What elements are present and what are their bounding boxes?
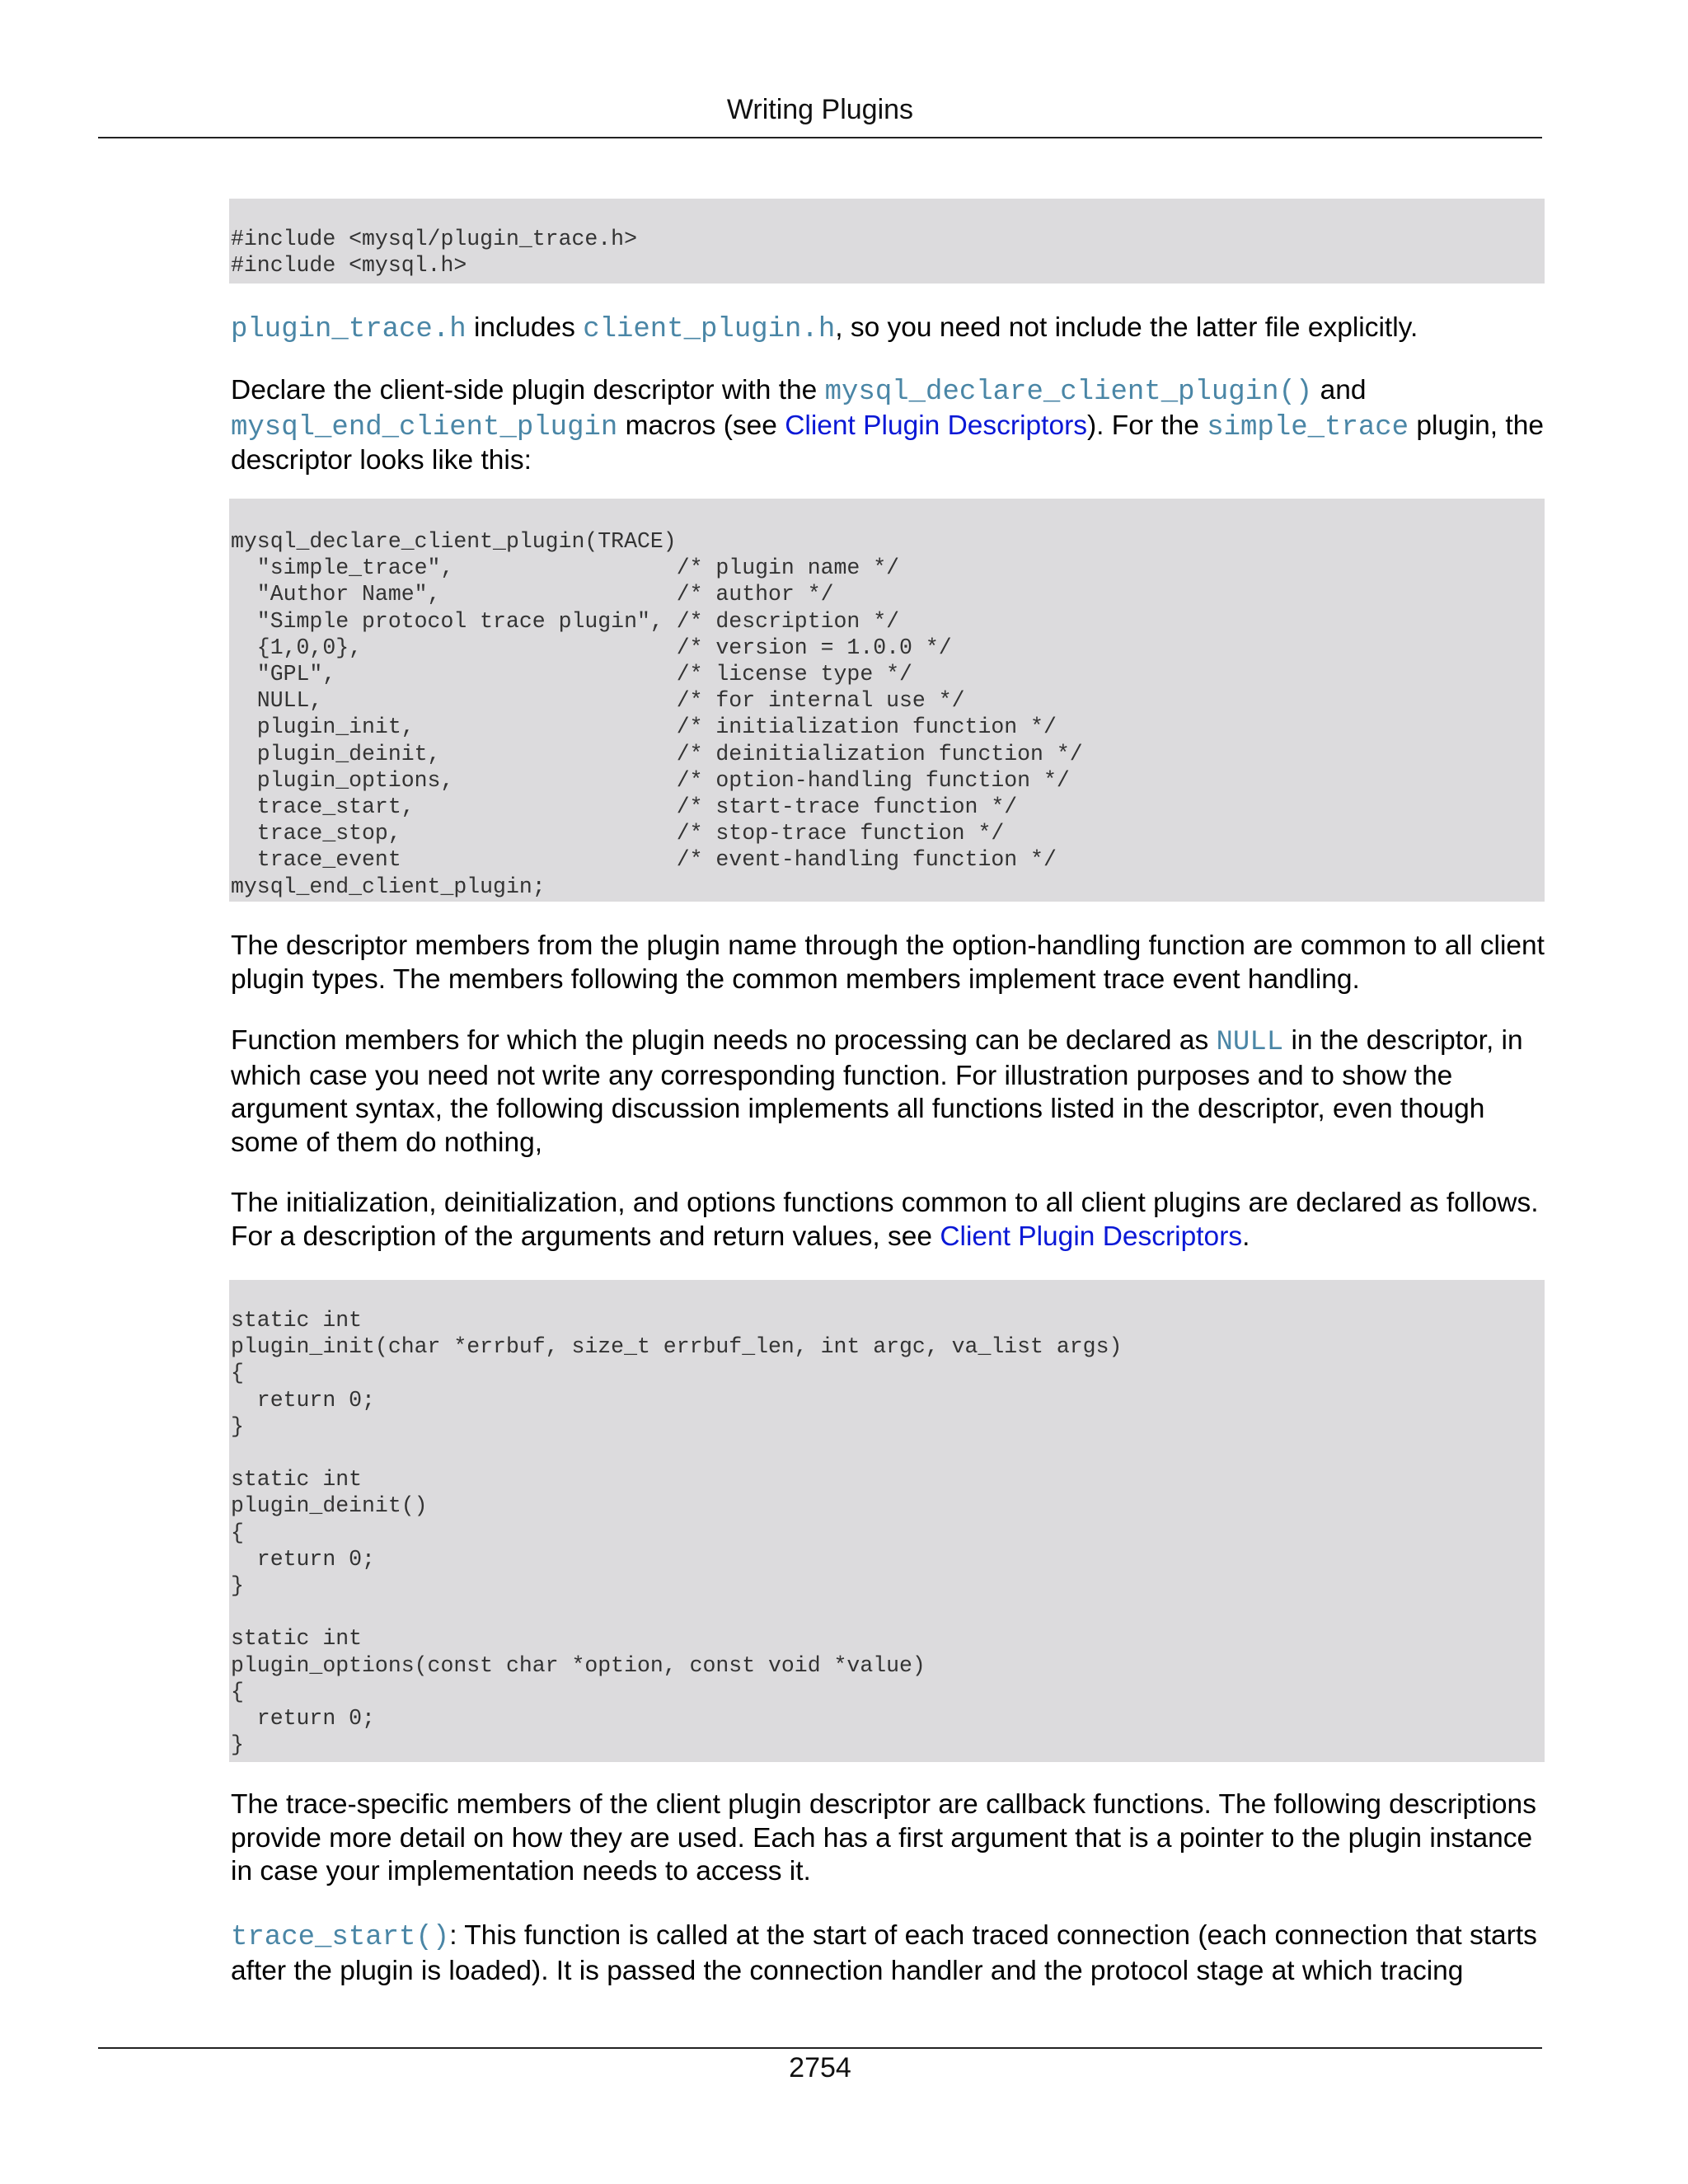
inline-code: plugin_trace.h — [231, 314, 467, 345]
code-block-descriptor: mysql_declare_client_plugin(TRACE) "simple_trace", /* plugin name */ "Author Name", /* author */ "Simple protocol trace plugin", /* description */ {1,0,0}, /* version = 1.0.0 */ "GPL", /* license type */ NULL, /* for internal use */ plugin_init, /* initialization function */ plugin_deinit, /* deinitialization function */ plugin_options, /* option-handling function */ trace_start, /* start-trace function */ trace_stop, /* stop-trace function */ trace_event /* event-handling function */ mysql_end_client_plugin; — [229, 499, 1545, 902]
inline-code: NULL — [1216, 1027, 1284, 1058]
paragraph-descriptor-members: The descriptor members from the plugin name through the option-handling function are common to all client plugin types. The members following the common members implement trace event handling. — [231, 930, 1545, 995]
inline-code: trace_start() — [231, 1922, 450, 1953]
page-number: 2754 — [789, 2052, 851, 2083]
paragraph-trace-start: trace_start(): This function is called at the start of each traced connection (each connection that starts after the plugin is loaded). It is passed the connection handler and the protocol stage at which tracing — [231, 1920, 1537, 1986]
inline-code: client_plugin.h — [583, 314, 836, 345]
paragraph-trace-callbacks: The trace-specific members of the client plugin descriptor are callback functions. The following descriptions provide more detail on how they are used. Each has a first argument that is a pointer to the plugin instance in case your implementation needs to access it. — [231, 1789, 1536, 1886]
footer-rule — [98, 2047, 1542, 2049]
inline-code: simple_trace — [1207, 411, 1409, 443]
code-block-includes: #include <mysql/plugin_trace.h> #include <mysql.h> — [229, 199, 1545, 284]
running-header: Writing Plugins — [726, 94, 914, 125]
paragraph-common-functions: The initialization, deinitialization, and options functions common to all client plugins are declared as follows. For a description of the arguments and return values, see Client Plugin Descriptors. — [231, 1188, 1539, 1252]
inline-code: mysql_end_client_plugin — [231, 411, 618, 443]
code-block-common-functions: static int plugin_init(char *errbuf, size_t errbuf_len, int argc, va_list args) { return 0; } static int plugin_deinit() { return 0; } static int plugin_options(const char *option, const void *value) { return 0; } — [229, 1280, 1545, 1762]
paragraph-includes: plugin_trace.h includes client_plugin.h, so you need not include the latter file explicitly. — [231, 312, 1418, 345]
paragraph-declare-descriptor: Declare the client-side plugin descriptor with the mysql_declare_client_plugin() and mysql_end_client_plugin macros (see Client Plugin Descriptors). For the simple_trace plugin, the descriptor looks like this: — [231, 375, 1544, 476]
inline-code: mysql_declare_client_plugin() — [824, 377, 1313, 408]
paragraph-null-members: Function members for which the plugin needs no processing can be declared as NULL in the descriptor, in which case you need not write any corresponding function. For illustration purposes and to show the argument syntax, the following discussion implements all functions listed in the descriptor, even though some of them do nothing, — [231, 1025, 1523, 1158]
client-plugin-descriptors-link[interactable]: Client Plugin Descriptors — [785, 410, 1087, 441]
header-rule — [98, 137, 1542, 138]
client-plugin-descriptors-link[interactable]: Client Plugin Descriptors — [940, 1221, 1243, 1252]
